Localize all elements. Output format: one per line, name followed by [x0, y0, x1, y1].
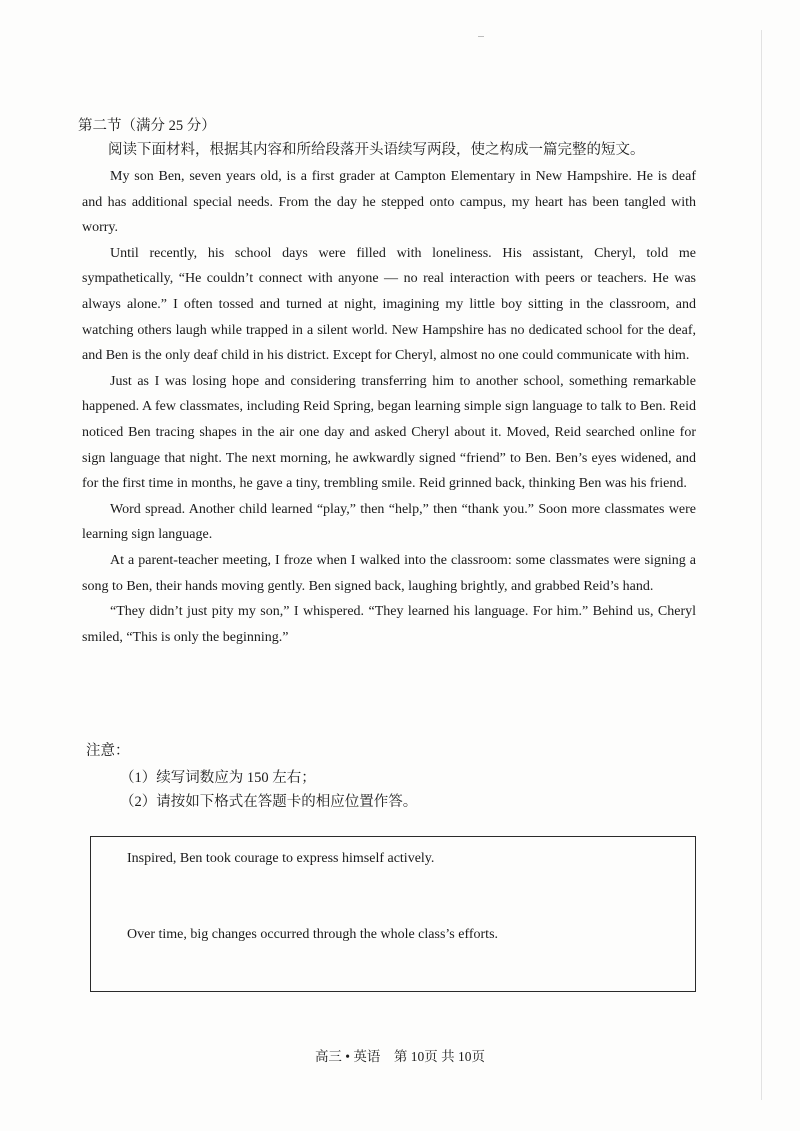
section-instruction: 阅读下面材料，根据其内容和所给段落开头语续写两段，使之构成一篇完整的短文。 — [108, 142, 645, 158]
passage-paragraph: My son Ben, seven years old, is a first grader at Campton Elementary in New Hampshire. He is deaf and has additional special needs. From the day he stepped onto campus, my heart has been tangled with worry. — [82, 169, 696, 236]
section-title: 第二节（满分 25 分） — [78, 118, 216, 134]
passage-paragraph: Just as I was losing hope and considering transferring him to another school, something remarkable happened. A few classmates, including Reid Spring, began learning simple sign language to talk to Ben. Reid noticed Ben tracing shapes in the air one day and asked Cheryl about it. Moved, Reid searched online for sign language that night. The next morning, he awkwardly signed “friend” to Ben. Ben’s eyes widened, and for the first time in months, he gave a tiny, trembling smile. Reid grinned back, thinking Ben was his friend. — [82, 373, 696, 492]
answer-format-box — [90, 836, 696, 992]
notes-section — [86, 740, 686, 814]
passage-paragraph: “They didn’t just pity my son,” I whispered. “They learned his language. For him.” Behind us, Cheryl smiled, “This is only the beginning.” — [82, 604, 696, 645]
scan-edge-line — [761, 30, 762, 1100]
scan-mark — [478, 36, 484, 37]
passage-paragraph: Word spread. Another child learned “play,” then “help,” then “thank you.” Soon more classmates were learning sign language. — [82, 501, 696, 543]
note-item: （1）续写词数应为 150 左右； — [120, 770, 316, 786]
notes-heading: 注意： — [86, 743, 130, 759]
reading-passage — [82, 164, 696, 650]
second-paragraph-opening: Over time, big changes occurred through the whole class’s efforts. — [127, 927, 499, 942]
passage-paragraph: Until recently, his school days were filled with loneliness. His assistant, Cheryl, told me sympathetically, “He couldn’t connect with anyone — no real interaction with peers or teachers. He was always alone.” I often tossed and turned at night, imagining my little boy sitting in the classroom, and watching others laugh while trapped in a silent world. New Hampshire has no dedicated school for the deaf, and Ben is the only deaf child in his district. Except for Cheryl, almost no one could communicate with him. — [82, 245, 696, 364]
page-footer: 高三 • 英语 第 10页 共 10页 — [314, 1049, 486, 1064]
note-item: （2）请按如下格式在答题卡的相应位置作答。 — [120, 794, 418, 810]
first-paragraph-opening: Inspired, Ben took courage to express himself actively. — [127, 851, 435, 866]
passage-paragraph: At a parent-teacher meeting, I froze when I walked into the classroom: some classmates were signing a song to Ben, their hands moving gently. Ben signed back, laughing brightly, and grabbed Reid’s hand. — [82, 552, 696, 594]
